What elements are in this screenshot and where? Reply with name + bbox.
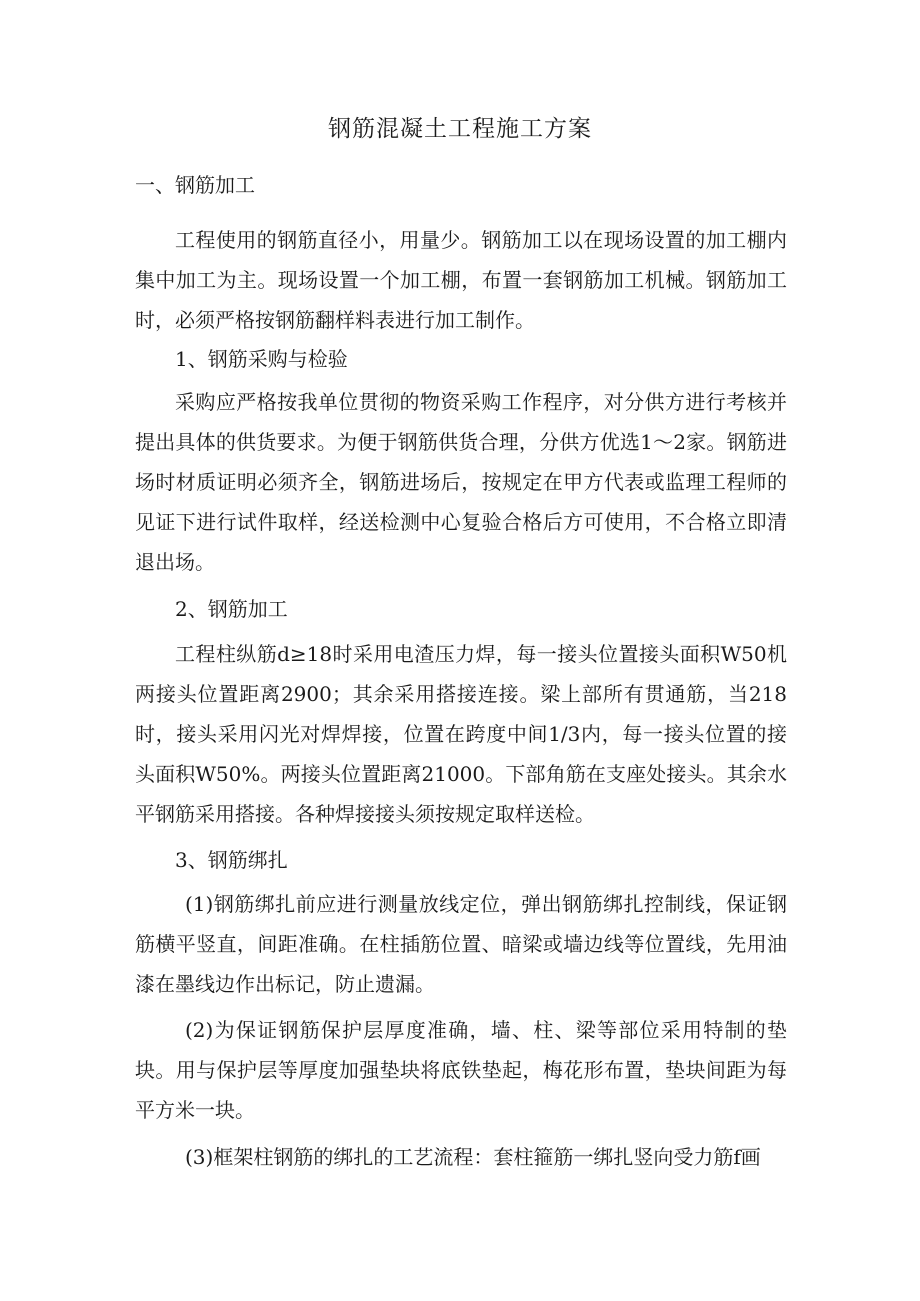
- subheading-processing: 2、钢筋加工: [175, 597, 288, 621]
- section-heading-rebar-processing: 一、钢筋加工: [135, 173, 255, 197]
- subheading-procurement: 1、钢筋采购与检验: [175, 347, 348, 371]
- paragraph-processing: 工程柱纵筋d≥18时采用电渣压力焊，每一接头位置接头面积W50机两接头位置距离2900；其余采用搭接连接。梁上部所有贯通筋，当218时，接头采用闪光对焊焊接，位置在跨度中间1/3内，每一接头位置的接头面积W50%。两接头位置距离21000。下部角筋在支座处接头。其余水平钢筋采用搭接。各种焊接接头须按规定取样送检。: [135, 642, 787, 826]
- paragraph-intro: 工程使用的钢筋直径小，用量少。钢筋加工以在现场设置的加工棚内集中加工为主。现场设置一个加工棚，布置一套钢筋加工机械。钢筋加工时，必须严格按钢筋翻样料表进行加工制作。: [135, 228, 787, 332]
- paragraph-procurement: 采购应严格按我单位贯彻的物资采购工作程序，对分供方进行考核并提出具体的供货要求。为便于钢筋供货合理，分供方优选1～2家。钢筋进场时材质证明必须齐全，钢筋进场后，按规定在甲方代表或监理工程师的见证下进行试件取样，经送检测中心复验合格后方可使用，不合格立即清退出场。: [135, 390, 787, 574]
- subheading-binding: 3、钢筋绑扎: [175, 848, 288, 872]
- document-title: 钢筋混凝土工程施工方案: [328, 116, 592, 142]
- paragraph-binding-item-1: (1)钢筋绑扎前应进行测量放线定位，弹出钢筋绑扎控制线，保证钢筋横平竖直，间距准确。在柱插筋位置、暗梁或墙边线等位置线，先用油漆在墨线边作出标记，防止遗漏。: [135, 892, 787, 996]
- paragraph-binding-item-3: (3)框架柱钢筋的绑扎的工艺流程：套柱箍筋一绑扎竖向受力筋f画: [185, 1145, 761, 1169]
- paragraph-binding-item-2: (2)为保证钢筋保护层厚度准确，墙、柱、梁等部位采用特制的垫块。用与保护层等厚度加强垫块将底铁垫起，梅花形布置，垫块间距为每平方米一块。: [135, 1018, 787, 1122]
